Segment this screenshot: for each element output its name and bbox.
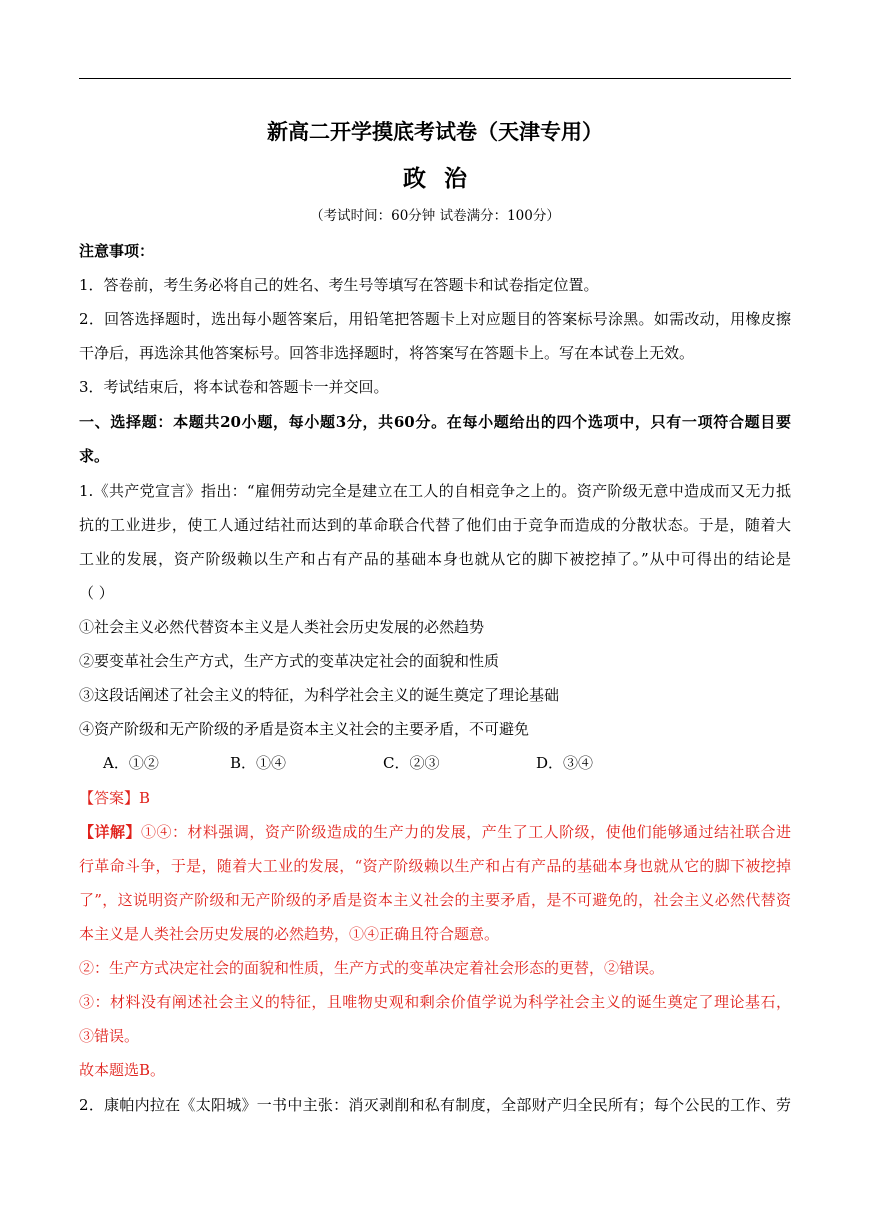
q1-stem-line-2: 抗的工业进步，使工人通过结社而达到的革命联合代替了他们由于竞争而造成的分散状态。于是，随着大	[79, 516, 791, 534]
q1-stem-line-1: 1.《共产党宣言》指出：“雇佣劳动完全是建立在工人的自相竞争之上的。资产阶级无意中造成而又无力抵	[79, 482, 791, 500]
q1-statement-4: ④资产阶级和无产阶级的矛盾是资本主义社会的主要矛盾，不可避免	[79, 720, 530, 738]
section-heading-line-2: 求。	[79, 447, 110, 465]
q1-option-b: B．①④	[230, 754, 287, 772]
q1-option-a: A．①②	[103, 754, 159, 772]
notes-heading: 注意事项：	[79, 242, 155, 260]
q1-analysis-line-5: ②：生产方式决定社会的面貌和性质，生产方式的变革决定着社会形态的更替，②错误。	[79, 959, 665, 977]
subject-title: 政治	[403, 165, 485, 192]
notes-item-2-line-1: 2．回答选择题时，选出每小题答案后，用铅笔把答题卡上对应题目的答案标号涂黑。如需改动，用橡皮擦	[79, 310, 791, 328]
q1-option-c: C．②③	[383, 754, 440, 772]
q1-analysis-line-2: 行革命斗争，于是，随着大工业的发展，“资产阶级赖以生产和占有产品的基础本身也就从它的脚下被挖掉	[79, 857, 791, 875]
q2-stem-line-1: 2．康帕内拉在《太阳城》一书中主张：消灭剥削和私有制度，全部财产归全民所有；每个公民的工作、劳	[79, 1096, 791, 1114]
page-title: 新高二开学摸底考试卷（天津专用）	[267, 119, 603, 144]
q1-analysis-line-6: ③：材料没有阐述社会主义的特征，且唯物史观和剩余价值学说为科学社会主义的诞生奠定了理论基石，	[79, 993, 791, 1011]
q1-stem-line-3: 工业的发展，资产阶级赖以生产和占有产品的基础本身也就从它的脚下被挖掉了。”从中可得出的结论是	[79, 550, 791, 568]
q1-analysis-line-3: 了”，这说明资产阶级和无产阶级的矛盾是资本主义社会的主要矛盾，是不可避免的，社会主义必然代替资	[79, 891, 791, 909]
q1-analysis-line-7: ③错误。	[79, 1027, 140, 1045]
q1-conclusion: 故本题选B。	[79, 1061, 166, 1079]
notes-item-1: 1．答卷前，考生务必将自己的姓名、考生号等填写在答题卡和试卷指定位置。	[79, 276, 599, 294]
q1-analysis-line-4: 本主义是人类社会历史发展的必然趋势，①④正确且符合题意。	[79, 925, 500, 943]
q1-statement-2: ②要变革社会生产方式，生产方式的变革决定社会的面貌和性质	[79, 652, 500, 670]
q1-analysis-line-1	[79, 821, 791, 842]
header-rule	[79, 78, 791, 79]
notes-item-2-line-2: 干净后，再选涂其他答案标号。回答非选择题时，将答案写在答题卡上。写在本试卷上无效。	[79, 344, 695, 362]
section-heading-line-1: 一、选择题：本题共20小题，每小题3分，共60分。在每小题给出的四个选项中，只有一项符合题目要	[79, 413, 791, 431]
q1-statement-3: ③这段话阐述了社会主义的特征，为科学社会主义的诞生奠定了理论基础	[79, 686, 560, 704]
q1-answer: 【答案】B	[79, 789, 151, 807]
notes-item-3: 3．考试结束后，将本试卷和答题卡一并交回。	[79, 378, 389, 396]
q1-analysis-label: 【详解】	[79, 823, 141, 841]
q1-answer-bracket: （ ）	[79, 584, 114, 602]
exam-info: （考试时间：60分钟 试卷满分：100分）	[310, 208, 560, 224]
q1-option-d: D．③④	[536, 754, 594, 772]
q1-statement-1: ①社会主义必然代替资本主义是人类社会历史发展的必然趋势	[79, 618, 485, 636]
q1-analysis-text-1: ①④：材料强调，资产阶级造成的生产力的发展，产生了工人阶级，使他们能够通过结社联合进	[140, 823, 791, 841]
